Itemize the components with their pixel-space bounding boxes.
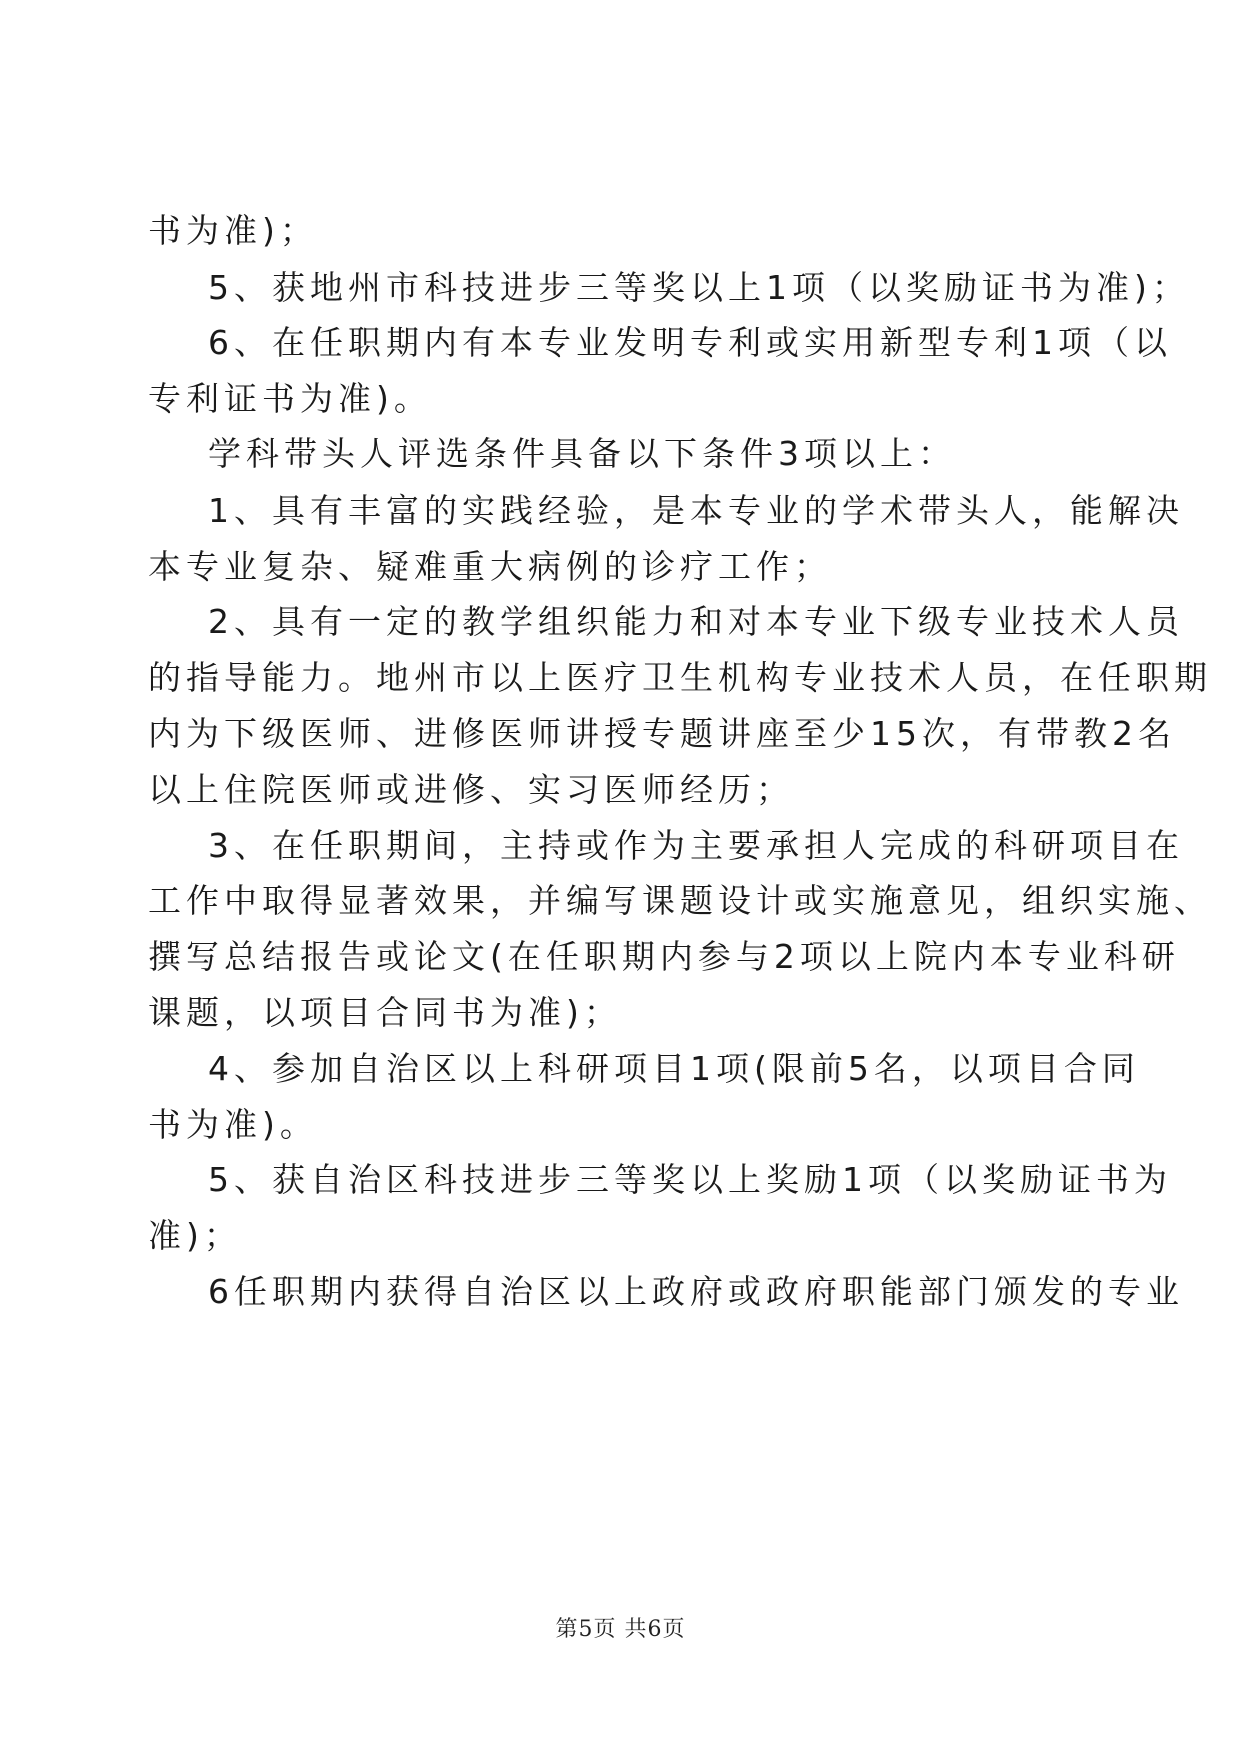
text-line: 5、获自治区科技进步三等奖以上奖励1项（以奖励证书为: [208, 1160, 1172, 1199]
text-line: 以上住院医师或进修、实习医师经历；: [148, 770, 794, 809]
text-line: 课题，以项目合同书为准)；: [148, 993, 622, 1032]
text-line: 1、具有丰富的实践经验，是本专业的学术带头人，能解决: [208, 491, 1184, 530]
text-line: 撰写总结报告或论文(在任职期内参与2项以上院内本专业科研: [148, 937, 1180, 976]
text-line: 工作中取得显著效果，并编写课题设计或实施意见，组织实施、: [148, 881, 1212, 920]
text-line: 2、具有一定的教学组织能力和对本专业下级专业技术人员: [208, 602, 1184, 641]
text-line: 3、在任职期间，主持或作为主要承担人完成的科研项目在: [208, 826, 1184, 865]
text-line: 本专业复杂、疑难重大病例的诊疗工作；: [148, 547, 832, 586]
text-line: 6任职期内获得自治区以上政府或政府职能部门颁发的专业: [208, 1272, 1184, 1311]
text-line: 5、获地州市科技进步三等奖以上1项（以奖励证书为准)；: [208, 268, 1190, 307]
text-line: 的指导能力。地州市以上医疗卫生机构专业技术人员，在任职期: [148, 658, 1212, 697]
text-line: 4、参加自治区以上科研项目1项(限前5名，以项目合同: [208, 1049, 1140, 1088]
text-line: 学科带头人评选条件具备以下条件3项以上：: [208, 434, 956, 473]
text-line: 6、在任职期内有本专业发明专利或实用新型专利1项（以: [208, 323, 1172, 362]
text-line: 准)；: [148, 1216, 242, 1255]
text-line: 书为准)；: [148, 211, 318, 250]
text-line: 书为准)。: [148, 1105, 318, 1144]
text-line: 专利证书为准)。: [148, 379, 432, 418]
text-line: 内为下级医师、进修医师讲授专题讲座至少15次，有带教2名: [148, 714, 1176, 753]
page-number: 第5页 共6页: [555, 1617, 686, 1642]
